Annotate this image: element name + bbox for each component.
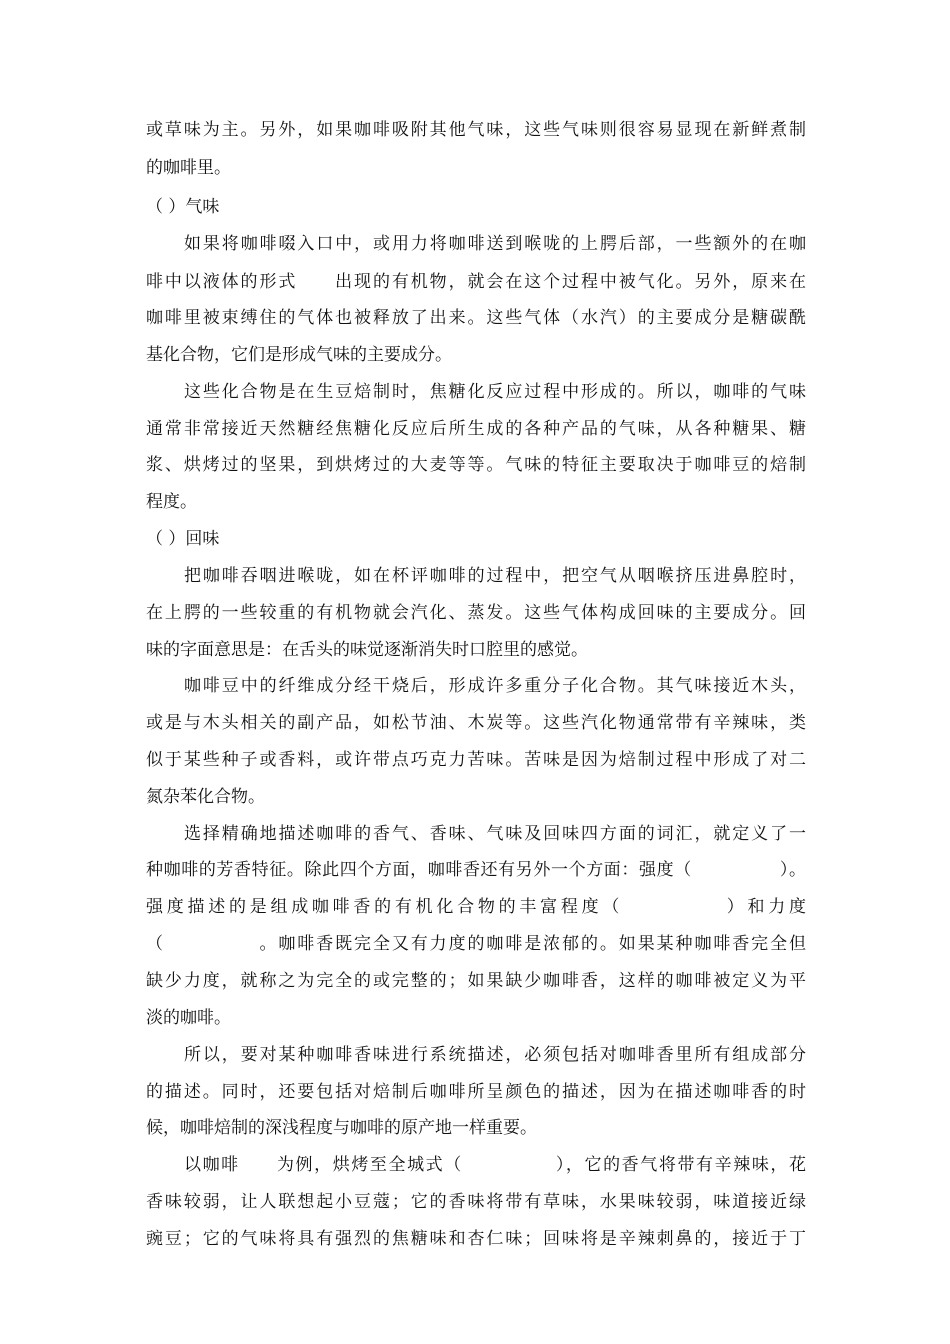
text-line: 或是与木头相关的副产品，如松节油、木炭等。这些汽化物通常带有辛辣味，类 [146,713,806,733]
text-line: 候，咖啡焙制的深浅程度与咖啡的原产地一样重要。 [146,1118,537,1138]
text-line: 种咖啡的芳香特征。除此四个方面，咖啡香还有另外一个方面：强度（ ）。 [146,860,806,880]
text-line: 通常非常接近天然糖经焦糖化反应后所生成的各种产品的气味，从各种糖果、糖 [146,419,806,439]
text-line: 的描述。同时，还要包括对焙制后咖啡所呈颜色的描述，因为在描述咖啡香的时 [146,1082,806,1102]
text-line: 淡的咖啡。 [146,1008,231,1028]
text-line: 咖啡豆中的纤维成分经干烧后，形成许多重分子化合物。其气味接近木头， [184,676,806,696]
text-line: 浆、烘烤过的坚果，到烘烤过的大麦等等。气味的特征主要取决于咖啡豆的焙制 [146,455,806,475]
text-line: 这些化合物是在生豆焙制时，焦糖化反应过程中形成的。所以，咖啡的气味 [184,382,806,402]
text-line: 强度描述的是组成咖啡香的有机化合物的丰富程度（ ）和力度 [146,897,806,917]
text-line: 选择精确地描述咖啡的香气、香味、气味及回味四方面的词汇，就定义了一 [184,824,806,844]
text-line: 如果将咖啡啜入口中，或用力将咖啡送到喉咙的上腭后部，一些额外的在咖 [184,234,806,254]
text-line: 所以，要对某种咖啡香味进行系统描述，必须包括对咖啡香里所有组成部分 [184,1045,806,1065]
text-line: 缺少力度，就称之为完全的或完整的；如果缺少咖啡香，这样的咖啡被定义为平 [146,971,806,991]
text-line: 以咖啡 为例，烘烤至全城式（ ），它的香气将带有辛辣味，花 [184,1155,806,1175]
text-line: 在上腭的一些较重的有机物就会汽化、蒸发。这些气体构成回味的主要成分。回 [146,603,806,623]
text-line: 咖啡里被束缚住的气体也被释放了出来。这些气体（水汽）的主要成分是糖碳酰 [146,308,806,328]
text-line: 的咖啡里。 [146,158,231,178]
text-line: 似于某些种子或香料，或许带点巧克力苦味。苦味是因为焙制过程中形成了对二 [146,750,806,770]
text-line: 味的字面意思是：在舌头的味觉逐渐消失时口腔里的感觉。 [146,640,588,660]
text-line: 把咖啡吞咽进喉咙，如在杯评咖啡的过程中，把空气从咽喉挤压进鼻腔时， [184,566,806,586]
text-line: （ 。咖啡香既完全又有力度的咖啡是浓郁的。如果某种咖啡香完全但 [146,934,806,954]
text-line: 氮杂苯化合物。 [146,787,265,807]
section-heading-odor: （ ）气味 [146,197,220,217]
text-line: 基化合物，它们是形成气味的主要成分。 [146,345,452,365]
text-line: 啡中以液体的形式 出现的有机物，就会在这个过程中被气化。另外，原来在 [146,272,806,292]
text-line: 豌豆；它的气味将具有强烈的焦糖味和杏仁味；回味将是辛辣刺鼻的，接近于丁 [146,1229,806,1249]
text-line: 或草味为主。另外，如果咖啡吸附其他气味，这些气味则很容易显现在新鲜煮制 [146,120,806,140]
section-heading-aftertaste: （ ）回味 [146,529,220,549]
text-line: 程度。 [146,492,197,512]
text-line: 香味较弱，让人联想起小豆蔻；它的香味将带有草味，水果味较弱，味道接近绿 [146,1192,806,1212]
